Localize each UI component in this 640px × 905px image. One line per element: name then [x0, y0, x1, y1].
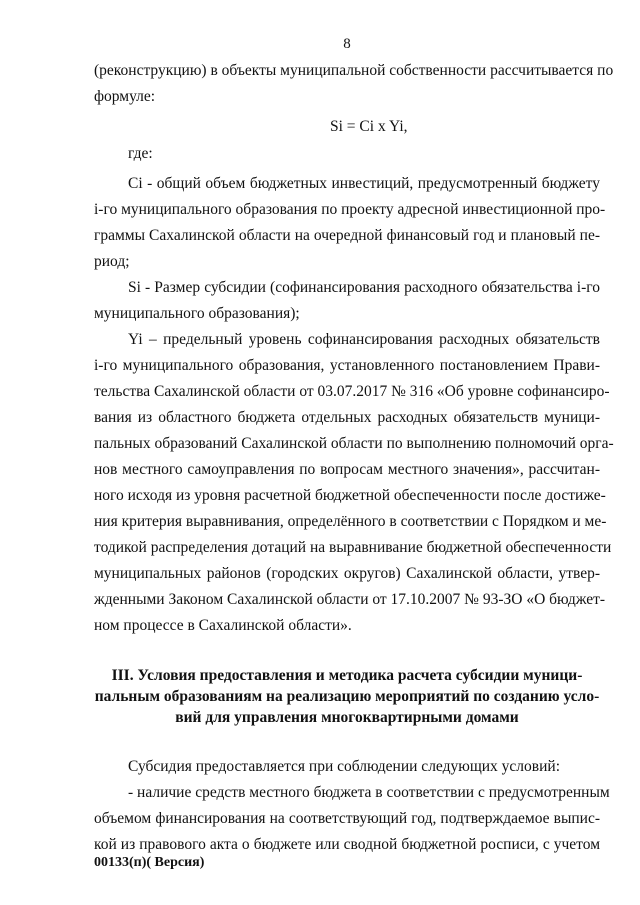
document-footer-code: 00133(п)( Версия): [94, 855, 205, 870]
text-line: ном процессе в Сахалинской области».: [94, 617, 352, 634]
text-line: нов местного самоуправления по вопросам местного значения», рассчитан-: [94, 461, 600, 478]
si-definition: [94, 275, 600, 327]
text-line: ного исходя из уровня расчетной бюджетной обеспеченности после достиже-: [94, 487, 606, 504]
text-line: Субсидия предоставляется при соблюдении следующих условий:: [128, 758, 561, 775]
text-line: риод;: [94, 253, 130, 270]
text-line: муниципальных районов (городских округов) Сахалинской области, утвер-: [94, 565, 600, 582]
text-line: (реконструкцию) в объекты муниципальной собственности рассчитывается по: [94, 62, 614, 79]
text-line: пальных образований Сахалинской области по выполнению полномочий орга-: [94, 435, 614, 452]
conditions-paragraph: [94, 754, 610, 858]
document-page: [94, 34, 614, 858]
text-line: ния критерия выравнивания, определённого в соответствии с Порядком и ме-: [94, 513, 607, 530]
text-line: - наличие средств местного бюджета в соответствии с предусмотренным: [128, 784, 610, 801]
text-line: жденными Законом Сахалинской области от 17.10.2007 № 93-ЗО «О бюджет-: [94, 591, 606, 608]
text-line: кой из правового акта о бюджете или сводной бюджетной росписи, с учетом: [94, 836, 600, 853]
text-line: тодикой распределения дотаций на выравнивание бюджетной обеспеченности: [94, 539, 612, 556]
heading-line: вий для управления многоквартирными домами: [175, 709, 519, 726]
text-line: Ci - общий объем бюджетных инвестиций, предусмотренный бюджету: [128, 175, 600, 192]
formula: Si = Ci x Yi,: [330, 118, 408, 135]
heading-line: пальным образованиям на реализацию мероприятий по созданию усло-: [94, 688, 600, 705]
text-line: i-го муниципального образования по проекту адресной инвестиционной про-: [94, 201, 606, 218]
text-line: i-го муниципального образования, установленного постановлением Прави-: [94, 357, 600, 374]
ci-definition: [94, 171, 606, 275]
where-label: где:: [128, 145, 153, 162]
text-line: Si - Размер субсидии (софинансирования расходного обязательства i-го: [128, 279, 600, 296]
text-line: вания из областного бюджета отдельных расходных обязательств муници-: [94, 409, 600, 426]
heading-line: III. Условия предоставления и методика расчета субсидии муници-: [111, 667, 583, 684]
section-heading: [94, 665, 600, 728]
text-line: граммы Сахалинской области на очередной финансовый год и плановый пе-: [94, 227, 600, 244]
text-line: Yi – предельный уровень софинансирования расходных обязательств: [128, 331, 600, 348]
page-number: 8: [343, 36, 351, 52]
text-line: объемом финансирования на соответствующий год, подтверждаемое выпис-: [94, 810, 600, 827]
text-line: муниципального образования);: [94, 305, 300, 322]
text-line: тельства Сахалинской области от 03.07.2017 № 316 «Об уровне софинансиро-: [94, 383, 610, 400]
yi-definition: [94, 327, 614, 639]
text-line: формуле:: [94, 88, 156, 105]
